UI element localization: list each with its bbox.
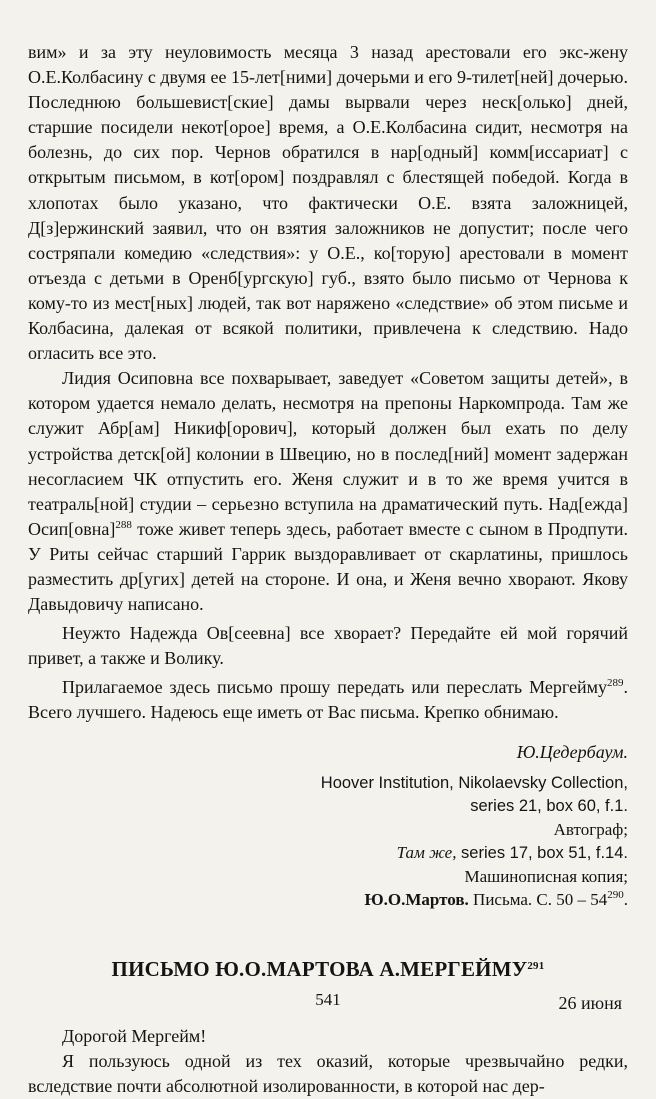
source-line <box>28 888 628 911</box>
footnote-ref-291[interactable]: 291 <box>527 959 545 972</box>
paragraph-lidia <box>28 366 628 617</box>
source-ibid: Там же, <box>396 842 457 862</box>
signature: Ю.Цедербаум. <box>516 741 628 762</box>
letter-greeting: Дорогой Мергейм! <box>62 1025 207 1046</box>
source-citation <box>28 772 628 911</box>
paragraph-closing <box>28 675 628 725</box>
footnote-ref-288[interactable]: 288 <box>115 518 132 531</box>
footnote-ref-290[interactable]: 290 <box>607 888 624 901</box>
source-ref: series 17, box 51, f.14. <box>456 843 628 862</box>
source-line: Hoover Institution, Nikolaevsky Collection, <box>320 773 628 792</box>
source-author: Ю.О.Мартов. <box>364 889 469 909</box>
footnote-ref-289[interactable]: 289 <box>607 677 624 690</box>
letter-opening: Я пользуюсь одной из тех оказий, которые чрезвычайно редки, вследствие почти абсолютной изолированности, в которой нас дер- <box>28 1050 628 1096</box>
paragraph-text: Неужто Надежда Ов[сеевна] все хворает? Передайте ей мой горячий привет, а также и Волику. <box>28 623 628 669</box>
letter-title-text: ПИСЬМО Ю.О.МАРТОВА А.МЕРГЕЙМУ <box>111 956 528 981</box>
source-line: Автограф; <box>553 819 628 839</box>
letter-title <box>28 956 628 982</box>
source-line: Машинописная копия; <box>464 866 628 886</box>
paragraph-text: Лидия Осиповна все похварывает, заведует «Советом защиты детей», в котором удается немало делать, несмотря на препоны Наркомпрода. Там же служит Абр[ам] Никиф[орович], который должен был ехать по делу устройства детск[ой] колонии в Швецию, но в послед[ний] момент задержан несогласием ЧК отпустить его. Женя служит и в то же время учится в театраль[ной] студии – серьезно вступила на драматический путь. Над[ежда] Осип[овна] <box>28 368 628 539</box>
paragraph-text: . Всего лучшего. Надеюсь еще иметь от Вас письма. Крепко обнимаю. <box>28 677 628 723</box>
page-number: 541 <box>315 990 341 1009</box>
source-period: . <box>623 889 628 909</box>
paragraph-text: Прилагаемое здесь письмо прошу передать или переслать Мергейму <box>62 677 607 698</box>
paragraph-text: тоже живет теперь здесь, работает вместе с сыном в Продпути. У Риты сейчас старший Гаррик выздоравливает от скарлатины, пришлось разместить др[угих] детей на стороне. И она, и Женя вечно хворают. Якову Давыдовичу написано. <box>28 518 628 615</box>
letter-date: 26 июня <box>558 992 622 1013</box>
paragraph-nadezhda <box>28 621 628 671</box>
source-line: series 21, box 60, f.1. <box>470 796 628 815</box>
paragraph-text: вим» и за эту неуловимость месяца 3 назад арестовали его экс-жену О.Е.Колбасину с двумя ее 15-лет[ними] дочерьми и его 9-тилет[ней] дочерью. Последнюю большевист[ские] дамы вырвали через неск[олько] дней, старшие посидели некот[орое] время, а О.Е.Колбасина сидит, несмотря на болезнь, до сих пор. Чернов обратился в нар[одный] комм[иссариат] с открытым письмом, в кот[ором] поздравлял с блестящей победой. Когда в хлопотах было указано, что фактически О.Е. взята заложницей, Д[з]ержинский заявил, что он взятия заложников не допустит; после чего состряпали комедию «следствия»: у О.Е., ко[торую] арестовали в момент отъезда с детьми в Оренб[ургскую] губ., взято было письмо от Чернова к кому-то из мест[ных] людей, так вот наряжено «следствие» об этом письме и Колбасина, далекая от всякой политики, привлечена к следствию. Надо огласить все это. <box>28 42 628 364</box>
source-ref: Письма. С. 50 – 54 <box>468 889 608 909</box>
source-line <box>28 841 628 865</box>
paragraph-continued <box>28 40 628 366</box>
